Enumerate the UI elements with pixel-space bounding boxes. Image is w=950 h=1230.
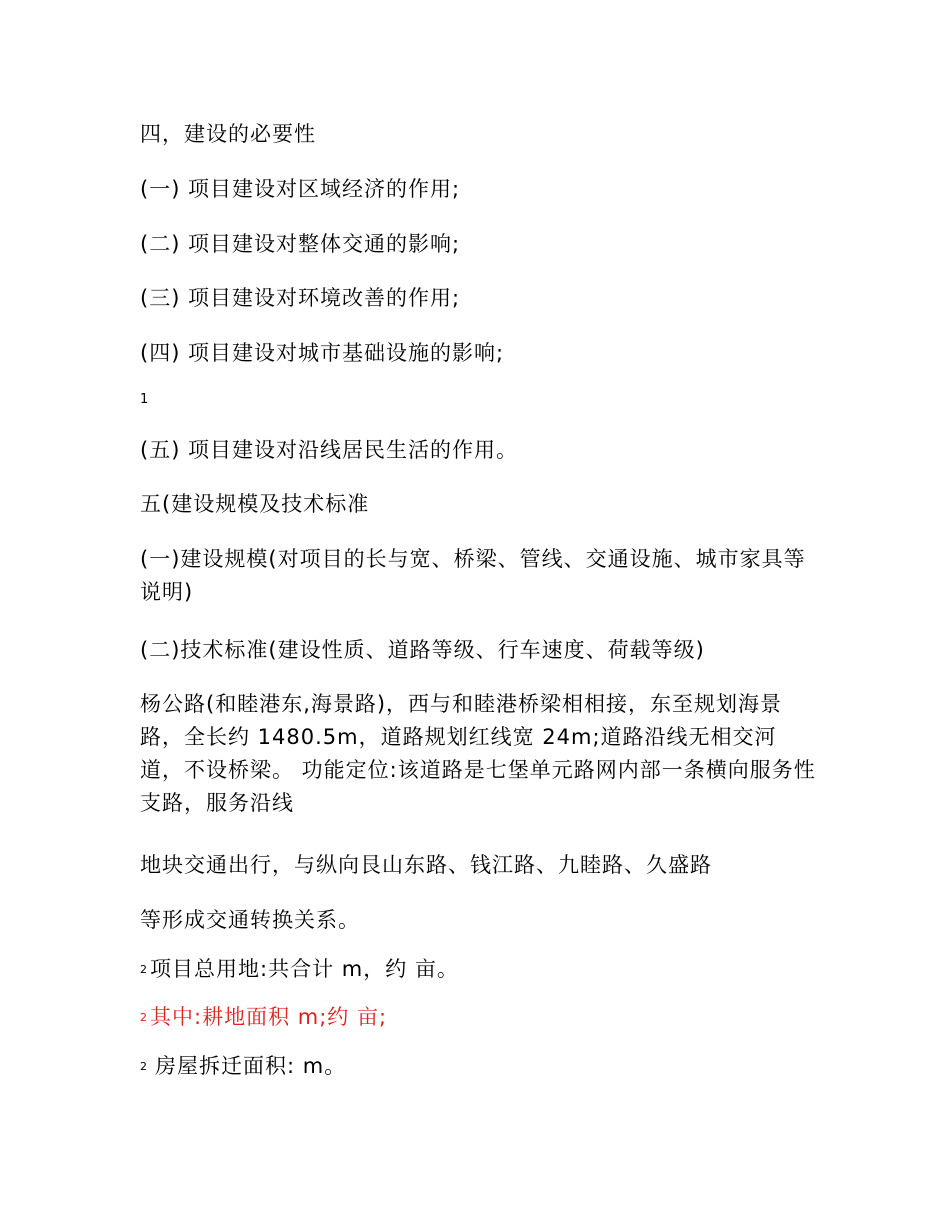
section4-heading: 四，建设的必要性 [140,122,316,146]
total-land-text: 项目总用地:共合计 m，约 亩。 [150,957,459,981]
section4-item-2: (二) 项目建设对整体交通的影响; [140,232,461,256]
superscript-mark: 2 [140,963,147,976]
section4-item-4: (四) 项目建设对城市基础设施的影响; [140,341,505,365]
superscript-mark: 2 [140,1060,147,1073]
house-demolition-line [140,1052,346,1081]
road-description-end: 等形成交通转换关系。 [140,908,360,932]
farmland-line [140,1003,387,1032]
total-land-line [140,955,459,984]
section4-item-3: (三) 项目建设对环境改善的作用; [140,286,461,310]
section5-heading: 五(建设规模及技术标准 [140,492,370,516]
section4-item-1: (一) 项目建设对区域经济的作用; [140,177,461,201]
road-description-cont: 地块交通出行，与纵向艮山东路、钱江路、九睦路、久盛路 [140,853,712,877]
technical-standard: (二)技术标准(建设性质、道路等级、行车速度、荷载等级) [140,638,705,662]
page-number: 1 [140,392,149,407]
farmland-text: 其中:耕地面积 m;约 亩; [150,1005,388,1029]
section4-item-5: (五) 项目建设对沿线居民生活的作用。 [140,438,519,462]
construction-scale: (一)建设规模(对项目的长与宽、桥梁、管线、交通设施、城市家具等说明) [140,547,806,604]
house-demolition-text: 房屋拆迁面积: m。 [155,1054,347,1078]
superscript-mark: 2 [140,1011,147,1024]
road-description: 杨公路(和睦港东,海景路)，西与和睦港桥梁相相接，东至规划海景路，全长约 1480.5m，道路规划红线宽 24m;道路沿线无相交河道，不设桥梁。 功能定位:该道路是七堡单元路网内部一条横向服务性支路，服务沿线 [140,692,816,815]
